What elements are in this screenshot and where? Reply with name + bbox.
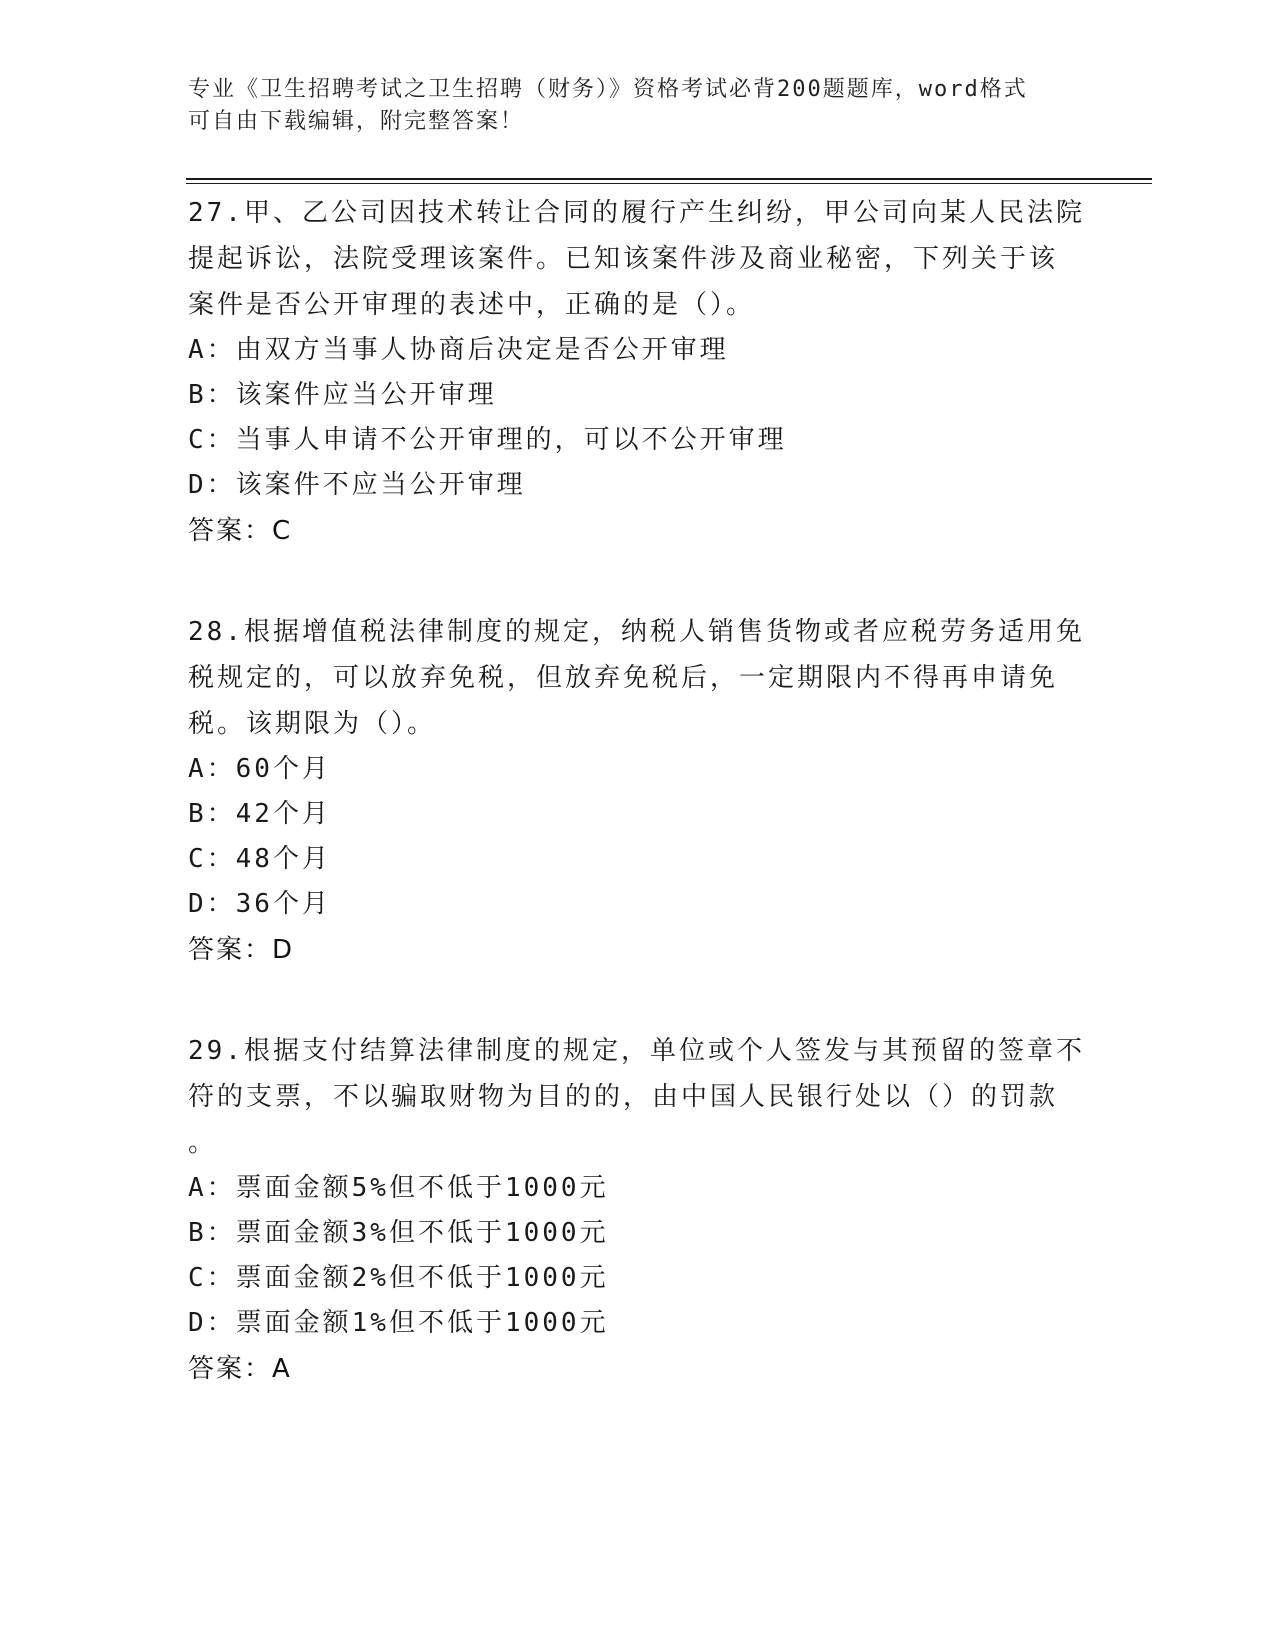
answer-line: 答案：A	[188, 1354, 292, 1384]
option-d: D：该案件不应当公开审理	[188, 470, 526, 500]
header-divider-thick	[186, 178, 1152, 180]
question-stem-line: 案件是否公开审理的表述中，正确的是（）。	[188, 290, 756, 320]
document-header	[188, 74, 1088, 138]
question-stem-line: 税规定的，可以放弃免税，但放弃免税后，一定期限内不得再申请免	[188, 663, 1059, 693]
question-27	[188, 190, 1088, 555]
option-a: A：由双方当事人协商后决定是否公开审理	[188, 335, 729, 365]
answer-line: 答案：C	[188, 516, 293, 546]
answer-line: 答案：D	[188, 935, 295, 965]
question-stem-line: 提起诉讼，法院受理该案件。已知该案件涉及商业秘密，下列关于该	[188, 244, 1059, 274]
question-29	[188, 1028, 1088, 1393]
option-b: B：票面金额3%但不低于1000元	[188, 1218, 609, 1248]
option-b: B：该案件应当公开审理	[188, 380, 497, 410]
header-line-1: 专业《卫生招聘考试之卫生招聘（财务）》资格考试必背200题题库，word格式	[188, 77, 1028, 102]
option-c: C：票面金额2%但不低于1000元	[188, 1263, 609, 1293]
question-list	[188, 190, 1088, 1393]
header-line-2: 可自由下载编辑，附完整答案！	[188, 109, 525, 134]
option-a: A：票面金额5%但不低于1000元	[188, 1173, 609, 1203]
header-divider-thin	[186, 183, 1152, 184]
question-spacer	[188, 974, 1088, 1028]
question-28	[188, 609, 1088, 974]
question-stem-line: 符的支票，不以骗取财物为目的的，由中国人民银行处以（）的罚款	[188, 1082, 1059, 1112]
option-b: B：42个月	[188, 799, 331, 829]
question-spacer	[188, 555, 1088, 609]
option-d: D：票面金额1%但不低于1000元	[188, 1308, 609, 1338]
question-stem-line: 28.根据增值税法律制度的规定，纳税人销售货物或者应税劳务适用免	[188, 617, 1085, 647]
option-a: A：60个月	[188, 754, 331, 784]
question-stem-line: 税。该期限为（）。	[188, 709, 437, 739]
option-d: D：36个月	[188, 889, 331, 919]
question-stem-line: 27.甲、乙公司因技术转让合同的履行产生纠纷，甲公司向某人民法院	[188, 198, 1085, 228]
question-stem-line: 。	[188, 1128, 218, 1158]
option-c: C：48个月	[188, 844, 331, 874]
option-c: C：当事人申请不公开审理的，可以不公开审理	[188, 425, 787, 455]
question-stem-line: 29.根据支付结算法律制度的规定，单位或个人签发与其预留的签章不	[188, 1036, 1085, 1066]
